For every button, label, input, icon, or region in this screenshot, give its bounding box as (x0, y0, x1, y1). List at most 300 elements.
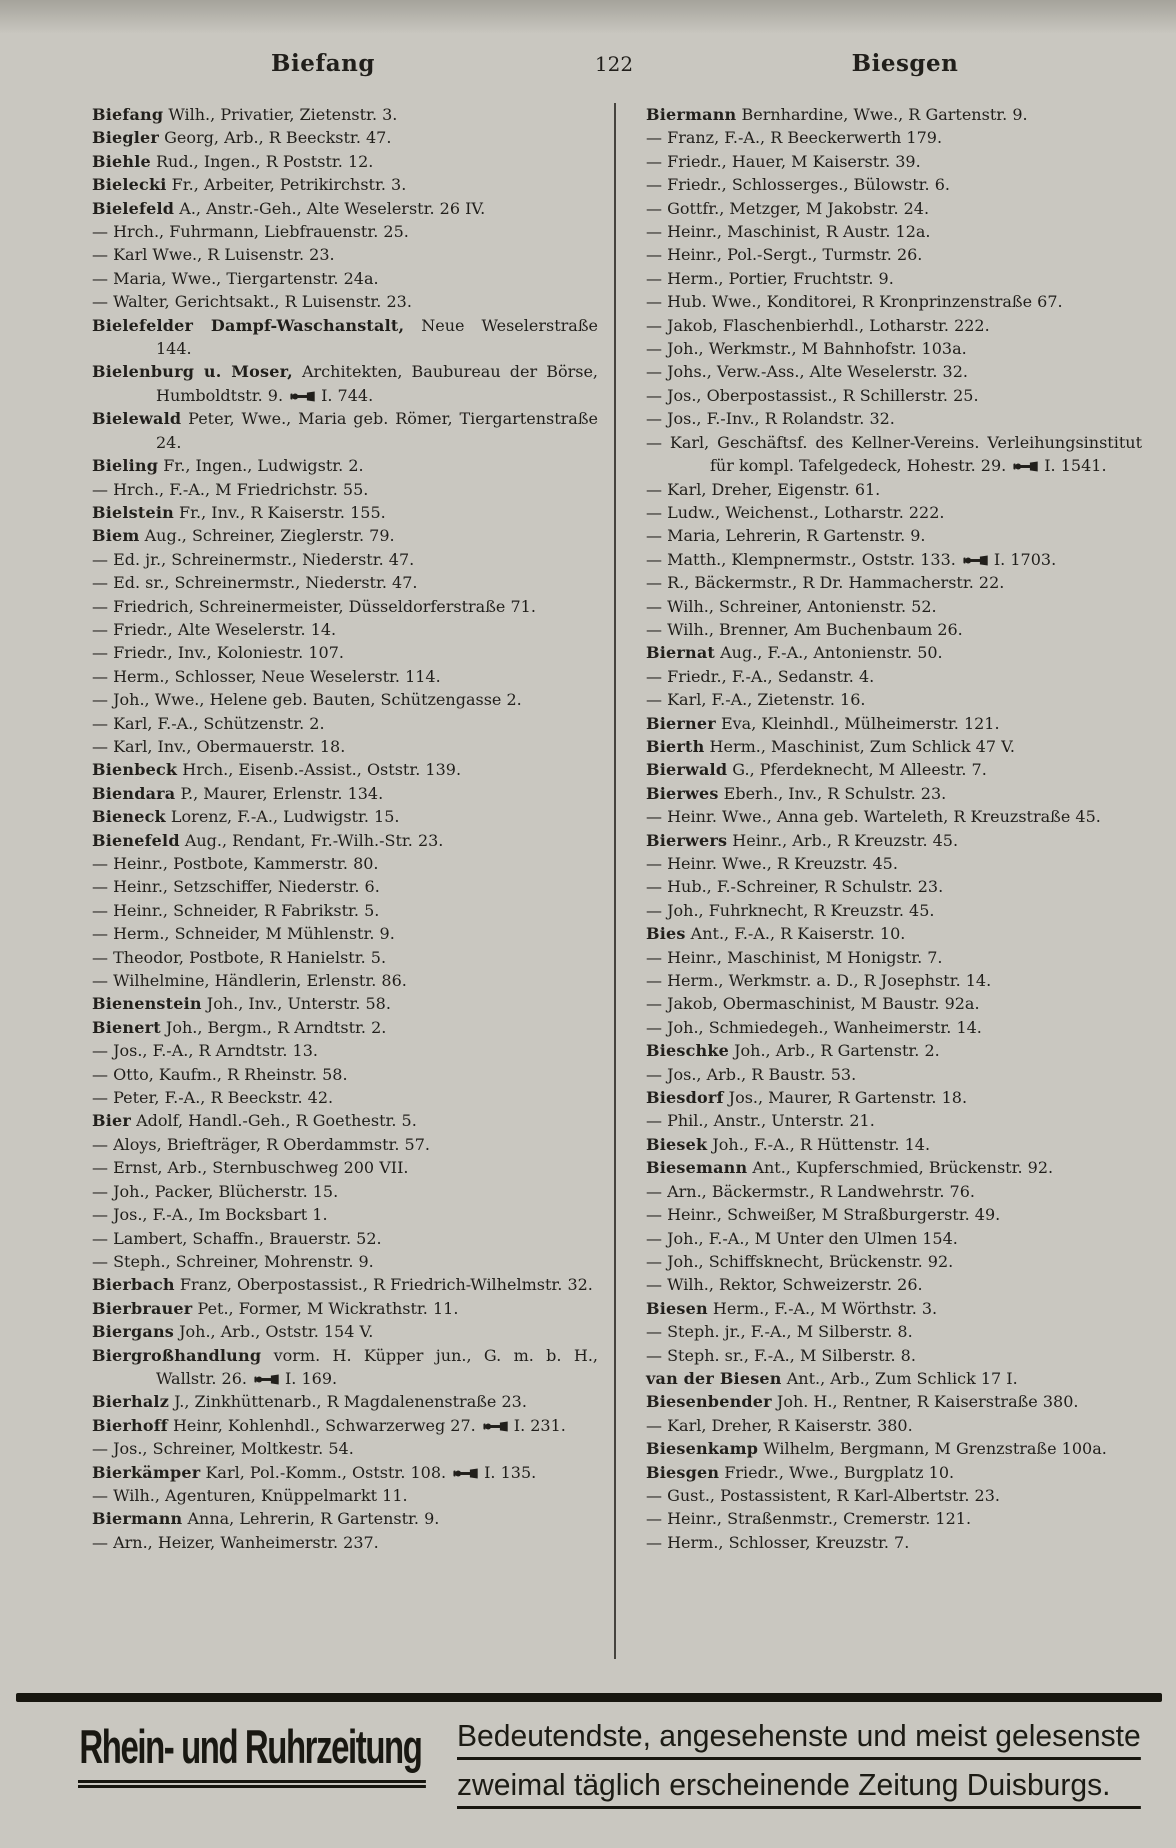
directory-entry (92, 852, 598, 875)
entry-details: Friedr., Alte Weselerstr. 14. (108, 619, 337, 639)
entry-ditto-dash: — (92, 596, 108, 616)
entry-ditto-dash: — (92, 713, 108, 733)
entry-surname: Bielewald (92, 409, 182, 429)
entry-details: Matth., Klempnermstr., Oststr. 133. (662, 549, 956, 569)
entry-details: Wilh., Rektor, Schweizerstr. 26. (662, 1275, 923, 1295)
entry-details: Eva, Kleinhdl., Mülheimerstr. 121. (715, 713, 1000, 733)
directory-entry (646, 431, 1142, 478)
entry-details: Arn., Heizer, Wanheimerstr. 237. (108, 1532, 379, 1552)
entry-details: Joh., Arb., R Gartenstr. 2. (729, 1041, 940, 1061)
entry-surname: Biendara (92, 783, 176, 803)
directory-entry (92, 1390, 598, 1413)
entry-details: Heinr, Kohlenhdl., Schwarzerweg 27. (167, 1415, 476, 1435)
entry-details: Fr., Arbeiter, Petrikirchstr. 3. (166, 175, 407, 195)
directory-entry (646, 1203, 1142, 1226)
directory-entry (92, 641, 598, 664)
entry-ditto-dash: — (646, 573, 662, 593)
entry-surname: Bier (92, 1111, 132, 1131)
entry-ditto-dash: — (646, 1205, 662, 1225)
entry-surname: Biem (92, 526, 140, 546)
directory-entry (92, 501, 598, 524)
entry-surname: Bies (646, 924, 686, 944)
entry-ditto-dash: — (646, 409, 662, 429)
entry-details: Ant., Arb., Zum Schlick 17 I. (781, 1368, 1018, 1388)
directory-entry (646, 1250, 1142, 1273)
entry-phone (283, 386, 373, 405)
right-column (614, 103, 1142, 1659)
entry-surname: Biesenbender (646, 1392, 772, 1412)
entry-ditto-dash: — (646, 502, 662, 522)
directory-entry (92, 875, 598, 898)
entry-details: Herm., Portier, Fruchtstr. 9. (662, 268, 894, 288)
entry-surname: Bierhalz (92, 1392, 169, 1412)
directory-entry (92, 1461, 598, 1484)
directory-entry (92, 1180, 598, 1203)
entry-details: R., Bäckermstr., R Dr. Hammacherstr. 22. (662, 573, 1005, 593)
entry-surname: Bielenburg u. Moser, (92, 362, 293, 382)
entry-details: Heinr. Wwe., Anna geb. Warteleth, R Kreuzstraße 45. (662, 807, 1101, 827)
directory-entry (646, 1531, 1142, 1554)
entry-details: Rud., Ingen., R Poststr. 12. (150, 151, 374, 171)
entry-phone (446, 1463, 536, 1482)
directory-entry (92, 1039, 598, 1062)
directory-entry (92, 1344, 598, 1391)
entry-details: Joh., Inv., Unterstr. 58. (201, 994, 391, 1014)
directory-entry (92, 1156, 598, 1179)
left-column (92, 103, 614, 1659)
directory-entry (646, 220, 1142, 243)
entry-surname: Bierbach (92, 1275, 175, 1295)
entry-surname: Biernat (646, 643, 716, 663)
entry-details: Karl, Inv., Obermauerstr. 18. (108, 736, 346, 756)
entry-surname: Bieneck (92, 807, 166, 827)
entry-surname: Bielefelder Dampf-Waschanstalt, (92, 315, 405, 335)
entry-ditto-dash: — (646, 1509, 662, 1529)
entry-surname: Bierbrauer (92, 1298, 193, 1318)
entry-ditto-dash: — (92, 1251, 108, 1271)
entry-details: Jakob, Flaschenbierhdl., Lotharstr. 222. (662, 315, 990, 335)
entry-ditto-dash: — (646, 877, 662, 897)
entry-ditto-dash: — (92, 292, 108, 312)
entry-details: Friedr., Schlosserges., Bülowstr. 6. (662, 175, 950, 195)
entry-details: Friedr., F.-A., Sedanstr. 4. (662, 666, 875, 686)
entry-details: Aug., F.-A., Antonienstr. 50. (715, 643, 943, 663)
page-number: 122 (594, 52, 634, 76)
entry-details: Heinr., Pol.-Sergt., Turmstr. 26. (662, 245, 923, 265)
directory-entry (92, 782, 598, 805)
directory-entry (646, 922, 1142, 945)
entry-ditto-dash: — (646, 549, 662, 569)
directory-columns (0, 103, 1176, 1659)
entry-ditto-dash: — (646, 971, 662, 991)
entry-details: J., Zinkhüttenarb., R Magdalenenstraße 23. (168, 1392, 527, 1412)
entry-surname: Bielecki (92, 175, 167, 195)
entry-ditto-dash: — (646, 292, 662, 312)
entry-surname: Biesgen (646, 1462, 720, 1482)
entry-surname: Biermann (646, 105, 737, 124)
directory-entry (646, 829, 1142, 852)
directory-entry (646, 805, 1142, 828)
entry-details: Ed. sr., Schreinermstr., Niederstr. 47. (108, 573, 418, 593)
entry-details: Franz, F.-A., R Beeckerwerth 179. (662, 128, 943, 148)
directory-entry (646, 360, 1142, 383)
directory-entry (646, 1086, 1142, 1109)
directory-entry (646, 899, 1142, 922)
entry-surname: Bienbeck (92, 760, 178, 780)
entry-phone-number: I. 1541. (1044, 456, 1107, 476)
directory-entry (92, 758, 598, 781)
directory-entry (646, 665, 1142, 688)
entry-details: Gust., Postassistent, R Karl-Albertstr. 23. (662, 1485, 1000, 1505)
directory-entry (92, 618, 598, 641)
directory-entry (646, 1344, 1142, 1367)
directory-entry (646, 1507, 1142, 1530)
entry-details: Jos., F.-Inv., R Rolandstr. 32. (662, 409, 895, 429)
entry-details: Herm., Schlosser, Neue Weselerstr. 114. (108, 666, 441, 686)
directory-entry (92, 688, 598, 711)
entry-ditto-dash: — (646, 1532, 662, 1552)
header-right-keyword: Biesgen (851, 50, 959, 77)
entry-surname: Biergroßhandlung (92, 1345, 262, 1365)
directory-entry (92, 1133, 598, 1156)
directory-entry (92, 969, 598, 992)
entry-details: Wilhelm, Bergmann, M Grenzstraße 100a. (758, 1439, 1107, 1459)
entry-details: Lambert, Schaffn., Brauerstr. 52. (108, 1228, 382, 1248)
entry-details: Jos., Arb., R Baustr. 53. (662, 1064, 857, 1084)
entry-details: Heinr., Straßenmstr., Cremerstr. 121. (662, 1509, 972, 1529)
directory-entry (646, 946, 1142, 969)
directory-entry (646, 1156, 1142, 1179)
entry-details: Friedr., Hauer, M Kaiserstr. 39. (662, 151, 921, 171)
entry-details: Jos., F.-A., R Arndtstr. 13. (108, 1041, 318, 1061)
entry-ditto-dash: — (646, 596, 662, 616)
directory-entry (92, 899, 598, 922)
entry-details: vorm. H. Küpper jun., G. m. b. H., Wallstr. 26. (156, 1345, 598, 1388)
directory-entry (92, 1507, 598, 1530)
directory-entry (92, 1250, 598, 1273)
entry-details: Jos., Maurer, R Gartenstr. 18. (723, 1088, 968, 1108)
entry-details: Anna, Lehrerin, R Gartenstr. 9. (182, 1509, 440, 1529)
entry-details: Franz, Oberpostassist., R Friedrich-Wilhelmstr. 32. (174, 1275, 593, 1295)
directory-entry (646, 1063, 1142, 1086)
entry-details: Karl, F.-A., Zietenstr. 16. (662, 690, 866, 710)
entry-ditto-dash: — (646, 1345, 662, 1365)
directory-entry (92, 805, 598, 828)
directory-entry (92, 1086, 598, 1109)
directory-entry (646, 1180, 1142, 1203)
entry-ditto-dash: — (92, 573, 108, 593)
directory-entry (92, 1531, 598, 1554)
entry-details: A., Anstr.-Geh., Alte Weselerstr. 26 IV. (174, 198, 486, 218)
entry-details: P., Maurer, Erlenstr. 134. (175, 783, 384, 803)
directory-entry (92, 1297, 598, 1320)
entry-details: Herm., Maschinist, Zum Schlick 47 V. (704, 736, 1015, 756)
entry-details: Steph., Schreiner, Mohrenstr. 9. (108, 1251, 374, 1271)
entry-ditto-dash: — (92, 971, 108, 991)
directory-entry (92, 360, 598, 407)
directory-entry (646, 384, 1142, 407)
entry-details: Karl, Pol.-Komm., Oststr. 108. (200, 1462, 447, 1482)
entry-ditto-dash: — (646, 268, 662, 288)
directory-entry (92, 314, 598, 361)
telephone-icon (1013, 461, 1039, 472)
entry-details: Joh., Bergm., R Arndtstr. 2. (160, 1017, 387, 1037)
directory-entry (92, 267, 598, 290)
entry-ditto-dash: — (646, 666, 662, 686)
entry-details: Pet., Former, M Wickrathstr. 11. (192, 1298, 459, 1318)
entry-surname: Biesen (646, 1298, 708, 1318)
entry-surname: Biefang (92, 105, 164, 124)
directory-entry (646, 103, 1142, 126)
entry-details: Joh., Schiffsknecht, Brückenstr. 92. (662, 1251, 954, 1271)
entry-details: Ed. jr., Schreinermstr., Niederstr. 47. (108, 549, 415, 569)
directory-entry (92, 829, 598, 852)
entry-details: Steph. jr., F.-A., M Silberstr. 8. (662, 1322, 913, 1342)
entry-surname: Bierth (646, 736, 705, 756)
directory-entry (92, 407, 598, 454)
entry-ditto-dash: — (646, 526, 662, 546)
entry-ditto-dash: — (646, 362, 662, 382)
entry-details: Karl Wwe., R Luisenstr. 23. (108, 245, 335, 265)
directory-entry (646, 1039, 1142, 1062)
directory-entry (92, 1016, 598, 1039)
entry-details: Heinr. Wwe., R Kreuzstr. 45. (662, 854, 898, 873)
entry-details: Ludw., Weichenst., Lotharstr. 222. (662, 502, 945, 522)
entry-details: Architekten, Baubureau der Börse, Humboldtstr. 9. (156, 362, 598, 405)
entry-ditto-dash: — (92, 877, 108, 897)
directory-entry (92, 922, 598, 945)
entry-details: Aug., Schreiner, Zieglerstr. 79. (139, 526, 395, 546)
entry-ditto-dash: — (646, 315, 662, 335)
directory-entry (646, 314, 1142, 337)
entry-ditto-dash: — (646, 175, 662, 195)
directory-entry (92, 1414, 598, 1437)
directory-entry (646, 1273, 1142, 1296)
entry-ditto-dash: — (92, 479, 108, 499)
entry-phone-number: I. 1703. (993, 549, 1057, 569)
entry-details: Friedrich, Schreinermeister, Düsseldorferstraße 71. (108, 596, 536, 616)
directory-entry (92, 1203, 598, 1226)
directory-entry (92, 103, 598, 126)
entry-details: Heinr., Maschinist, R Austr. 12a. (662, 222, 931, 242)
entry-details: Wilh., Brenner, Am Buchenbaum 26. (662, 619, 963, 639)
directory-entry (92, 290, 598, 313)
entry-ditto-dash: — (92, 1485, 108, 1505)
directory-entry (92, 1484, 598, 1507)
directory-entry (92, 524, 598, 547)
entry-details: Wilh., Agenturen, Knüppelmarkt 11. (108, 1485, 408, 1505)
entry-ditto-dash: — (646, 807, 662, 827)
running-head (0, 50, 1176, 77)
entry-details: Joh. H., Rentner, R Kaiserstraße 380. (771, 1392, 1079, 1412)
entry-ditto-dash: — (646, 1064, 662, 1084)
directory-entry (92, 946, 598, 969)
entry-surname: Bieling (92, 456, 159, 476)
entry-details: Joh., Arb., Oststr. 154 V. (174, 1322, 374, 1342)
entry-surname: Bierhoff (92, 1415, 168, 1435)
directory-entry (646, 712, 1142, 735)
ad-separator-rule (16, 1693, 1162, 1702)
entry-details: Eberh., Inv., R Schulstr. 23. (718, 783, 947, 803)
entry-details: Otto, Kaufm., R Rheinstr. 58. (108, 1064, 348, 1084)
entry-phone-number: I. 135. (484, 1462, 537, 1482)
entry-ditto-dash: — (646, 1275, 662, 1295)
entry-details: Heinr., Maschinist, M Honigstr. 7. (662, 947, 943, 967)
entry-ditto-dash: — (646, 479, 662, 499)
entry-surname: Bielstein (92, 502, 174, 522)
entry-details: Aloys, Briefträger, R Oberdammstr. 57. (108, 1134, 430, 1154)
entry-details: Joh., F.-A., R Hüttenstr. 14. (707, 1134, 931, 1154)
entry-details: Steph. sr., F.-A., M Silberstr. 8. (662, 1345, 916, 1365)
entry-ditto-dash: — (92, 222, 108, 242)
entry-ditto-dash: — (92, 1064, 108, 1084)
entry-details: Lorenz, F.-A., Ludwigstr. 15. (165, 807, 400, 827)
entry-details: Fr., Inv., R Kaiserstr. 155. (173, 502, 386, 522)
directory-entry (646, 735, 1142, 758)
entry-details: Joh., Werkmstr., M Bahnhofstr. 103a. (662, 339, 967, 359)
entry-ditto-dash: — (646, 1181, 662, 1201)
entry-ditto-dash: — (92, 1181, 108, 1201)
entry-ditto-dash: — (646, 339, 662, 359)
directory-entry (646, 1414, 1142, 1437)
directory-entry (646, 337, 1142, 360)
directory-entry (646, 548, 1142, 571)
entry-ditto-dash: — (92, 643, 108, 663)
directory-entry (92, 126, 598, 149)
entry-details: Herm., Schlosser, Kreuzstr. 7. (662, 1532, 910, 1552)
entry-phone (247, 1369, 337, 1388)
newspaper-ad (0, 1702, 1176, 1809)
entry-surname: Biesenkamp (646, 1439, 759, 1459)
entry-surname: Bienert (92, 1017, 161, 1037)
telephone-icon (290, 391, 316, 402)
entry-ditto-dash: — (646, 619, 662, 639)
entry-details: Hub., F.-Schreiner, R Schulstr. 23. (662, 877, 944, 897)
entry-details: Neue Weselerstraße 144. (156, 315, 598, 359)
ad-slogan-line-2: zweimal täglich erscheinende Zeitung Duisburgs. (457, 1767, 1141, 1809)
directory-entry (646, 758, 1142, 781)
entry-ditto-dash: — (646, 690, 662, 710)
entry-ditto-dash: — (92, 1088, 108, 1108)
directory-entry (646, 571, 1142, 594)
directory-entry (646, 1437, 1142, 1460)
directory-entry (92, 1437, 598, 1460)
directory-entry (92, 220, 598, 243)
entry-details: Friedr., Wwe., Burgplatz 10. (719, 1462, 955, 1482)
entry-ditto-dash: — (92, 854, 108, 873)
entry-ditto-dash: — (646, 994, 662, 1014)
telephone-icon (963, 555, 989, 566)
entry-details: Johs., Verw.-Ass., Alte Weselerstr. 32. (662, 362, 968, 382)
telephone-icon (453, 1468, 479, 1479)
telephone-icon (483, 1421, 509, 1432)
entry-surname: Bierner (646, 713, 716, 733)
entry-details: Maria, Wwe., Tiergartenstr. 24a. (108, 268, 379, 288)
entry-ditto-dash: — (92, 900, 108, 920)
entry-ditto-dash: — (646, 854, 662, 873)
directory-entry (646, 782, 1142, 805)
entry-ditto-dash: — (646, 1017, 662, 1037)
entry-details: Phil., Anstr., Unterstr. 21. (662, 1111, 875, 1131)
entry-ditto-dash: — (92, 1158, 108, 1178)
directory-entry (646, 150, 1142, 173)
directory-entry (646, 1484, 1142, 1507)
directory-entry (646, 501, 1142, 524)
entry-details: Heinr., Setzschiffer, Niederstr. 6. (108, 877, 380, 897)
entry-details: Wilhelmine, Händlerin, Erlenstr. 86. (108, 971, 407, 991)
entry-details: Ant., Kupferschmied, Brückenstr. 92. (747, 1158, 1054, 1178)
entry-details: Heinr., Schweißer, M Straßburgerstr. 49. (662, 1205, 1001, 1225)
entry-surname: Bierkämper (92, 1462, 201, 1482)
directory-entry (646, 524, 1142, 547)
directory-entry (646, 595, 1142, 618)
entry-details: Joh., F.-A., M Unter den Ulmen 154. (662, 1228, 958, 1248)
directory-entry (646, 290, 1142, 313)
entry-details: Peter, Wwe., Maria geb. Römer, Tiergartenstraße 24. (156, 409, 598, 452)
directory-entry (92, 595, 598, 618)
entry-surname: Biermann (92, 1509, 183, 1529)
directory-entry (646, 1461, 1142, 1484)
entry-details: Walter, Gerichtsakt., R Luisenstr. 23. (108, 292, 412, 312)
entry-ditto-dash: — (646, 1415, 662, 1435)
directory-entry (92, 478, 598, 501)
entry-surname: Biesemann (646, 1158, 748, 1178)
entry-details: Hub. Wwe., Konditorei, R Kronprinzenstraße 67. (662, 292, 1063, 312)
entry-ditto-dash: — (92, 666, 108, 686)
directory-entry (646, 1367, 1142, 1390)
entry-phone (476, 1416, 566, 1435)
entry-ditto-dash: — (92, 1228, 108, 1248)
directory-entry (92, 197, 598, 220)
entry-details: Aug., Rendant, Fr.-Wilh.-Str. 23. (179, 830, 444, 850)
directory-entry (646, 1133, 1142, 1156)
directory-entry (92, 1109, 598, 1132)
directory-entry (646, 992, 1142, 1015)
directory-entry (646, 197, 1142, 220)
directory-entry (92, 665, 598, 688)
header-left-keyword: Biefang (271, 50, 375, 77)
entry-phone-number: I. 744. (321, 385, 374, 405)
directory-entry (646, 126, 1142, 149)
entry-ditto-dash: — (646, 198, 662, 218)
directory-entry (646, 1297, 1142, 1320)
entry-ditto-dash: — (646, 1111, 662, 1131)
directory-entry (646, 243, 1142, 266)
telephone-icon (254, 1374, 280, 1385)
entry-details: Joh., Packer, Blücherstr. 15. (108, 1181, 339, 1201)
directory-entry (92, 1063, 598, 1086)
entry-details: Hrch., F.-A., M Friedrichstr. 55. (108, 479, 369, 499)
entry-ditto-dash: — (646, 245, 662, 265)
entry-ditto-dash: — (646, 151, 662, 171)
directory-entry (92, 1320, 598, 1343)
entry-ditto-dash: — (92, 245, 108, 265)
entry-details: Karl, F.-A., Schützenstr. 2. (108, 713, 325, 733)
entry-ditto-dash: — (92, 549, 108, 569)
entry-details: Wilh., Privatier, Zietenstr. 3. (163, 105, 398, 124)
entry-details: Jos., Oberpostassist., R Schillerstr. 25. (662, 385, 979, 405)
directory-entry (646, 969, 1142, 992)
entry-details: Karl, Dreher, Eigenstr. 61. (662, 479, 881, 499)
entry-details: Hrch., Fuhrmann, Liebfrauenstr. 25. (108, 222, 409, 242)
directory-entry (646, 852, 1142, 875)
entry-surname: Bierwes (646, 783, 719, 803)
directory-entry (646, 875, 1142, 898)
directory-entry (92, 571, 598, 594)
entry-surname: Bieschke (646, 1041, 730, 1061)
entry-details: Adolf, Handl.-Geh., R Goethestr. 5. (131, 1111, 417, 1131)
entry-details: Karl, Geschäftsf. des Kellner-Vereins. Verleihungsinstitut für kompl. Tafelgedeck, Hohestr. 29. (662, 432, 1142, 476)
